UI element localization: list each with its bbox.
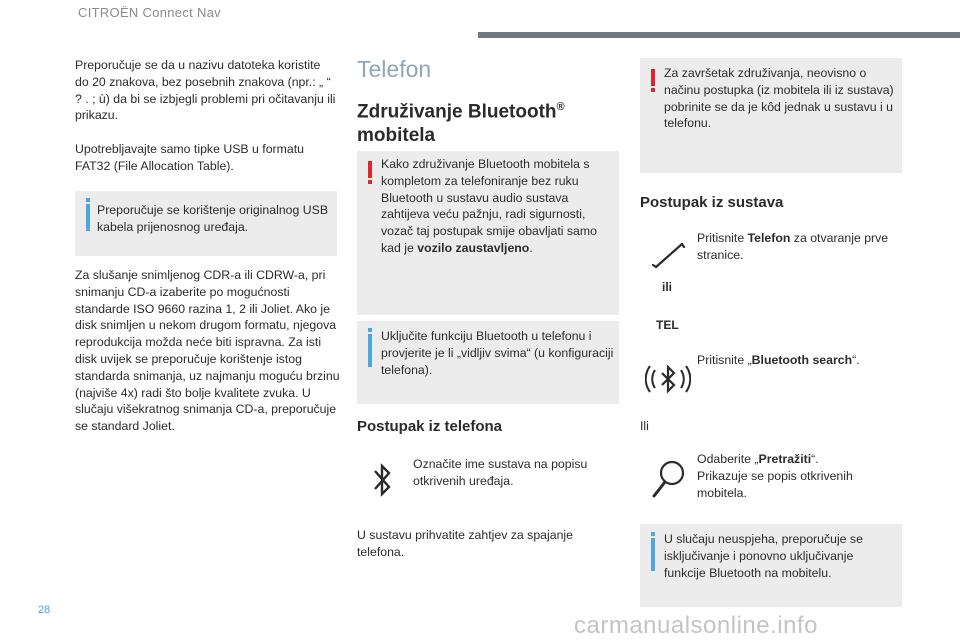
sub-heading-phone: Postupak iz telefona	[357, 418, 503, 435]
warning-note-code	[640, 58, 902, 173]
warning-note-stationary	[357, 151, 619, 315]
info-note-failure-text: U slučaju neuspjeha, preporučuje se isključivanje i ponovno uključivanje funkcije Bluetooth na mobitelu.	[664, 532, 863, 580]
info-note-visibility-text: Uključite funkciju Bluetooth u telefonu i provjerite je li „vidljiv svima“ (u konfiguraciji telefona).	[381, 329, 614, 377]
info-note-visibility	[357, 321, 619, 404]
warning-note-code-text: Za završetak združivanja, neovisno o načinu postupka (iz mobitela ili iz sustava) pobrinite se da je kôd jednak u sustavu i u telefonu.	[664, 66, 894, 131]
tel-button-label: TEL	[656, 318, 679, 332]
ili-separator: Ili	[640, 419, 649, 433]
paragraph-accept: U sustavu prihvatite zahtjev za spajanje telefona.	[357, 528, 573, 559]
header-title: CITROËN Connect Nav	[78, 5, 221, 20]
info-icon	[651, 538, 655, 571]
warning-icon	[651, 69, 655, 86]
bluetooth-search-icon	[645, 356, 691, 402]
bluetooth-icon	[370, 460, 394, 500]
heading-text: Združivanje Bluetooth	[357, 101, 557, 123]
paragraph-cd-standards: Za slušanje snimljenog CDR-a ili CDRW-a, pri snimanju CD-a izaberite po mogućnosti standarde ISO 9660 razina 1, 2 ili Joliet. Ako je disk snimljen u nekom drugom formatu, njegova reprodukcija možda neće biti ispravna. Za isti disk uvijek se preporučuje korištenje istog standarda snimanja, uz najmanju moguću brzinu (najviše 4x) radi što bolje kvalitete zvuka. U slučaju višekratnog snimanja CD-a, preporučuje se standard Joliet.	[75, 268, 340, 434]
warning-note-text: Kako združivanje Bluetooth mobitela s kompletom za telefoniranje bez ruku Bluetooth u sustavu audio sustava zahtijeva veću pažnju, radi sigurnosti, vozač taj postupak smije obavljati samo kad je vozilo zaustavljeno.	[381, 157, 597, 255]
info-icon	[368, 334, 372, 367]
step1-text: Pritisnite Telefon za otvaranje prve stranice.	[697, 231, 889, 262]
step1-bold: Telefon	[747, 231, 791, 245]
step3-text: Odaberite „Pretražiti“. Prikazuje se popis otkrivenih mobitela.	[697, 452, 853, 500]
step3-bold: Pretražiti	[758, 452, 812, 466]
phone-handset-icon	[650, 236, 690, 276]
warning-bold: vozilo zaustavljeno	[417, 240, 530, 255]
info-note-failure	[640, 524, 902, 607]
heading-line2: mobitela	[357, 125, 436, 147]
registered-mark: ®	[556, 101, 565, 113]
page-number: 28	[38, 604, 51, 616]
ili-label: ili	[662, 280, 673, 294]
header-bar	[478, 32, 960, 38]
info-note-usb-cable	[75, 191, 337, 256]
paragraph-fat32: Upotrebljavajte samo tipke USB u formatu FAT32 (File Allocation Table).	[75, 142, 304, 173]
paragraph-filenames: Preporučuje se da u nazivu datoteka koristite do 20 znakova, bez posebnih znakova (npr.: „ “ ? . ; ù) da bi se izbjegli problemi pri očitavanju ili prikazu.	[75, 58, 336, 123]
page-heading	[357, 95, 617, 148]
info-icon	[86, 204, 90, 231]
warning-icon	[368, 161, 372, 178]
step3-detail: Prikazuje se popis otkrivenih mobitela.	[697, 468, 853, 500]
step2-text: Pritisnite „Bluetooth search“.	[697, 353, 860, 367]
info-note-usb-text: Preporučuje se korištenje originalnog USB kabela prijenosnog uređaja.	[97, 203, 329, 234]
section-title: Telefon	[357, 56, 432, 82]
watermark: carmanualsonline.info	[574, 612, 818, 639]
step-phone-text: Označite ime sustava na popisu otkrivenih uređaja.	[413, 457, 588, 488]
search-magnifier-icon	[648, 458, 688, 500]
sub-heading-system: Postupak iz sustava	[640, 194, 784, 211]
step2-bold: Bluetooth search	[751, 353, 853, 367]
